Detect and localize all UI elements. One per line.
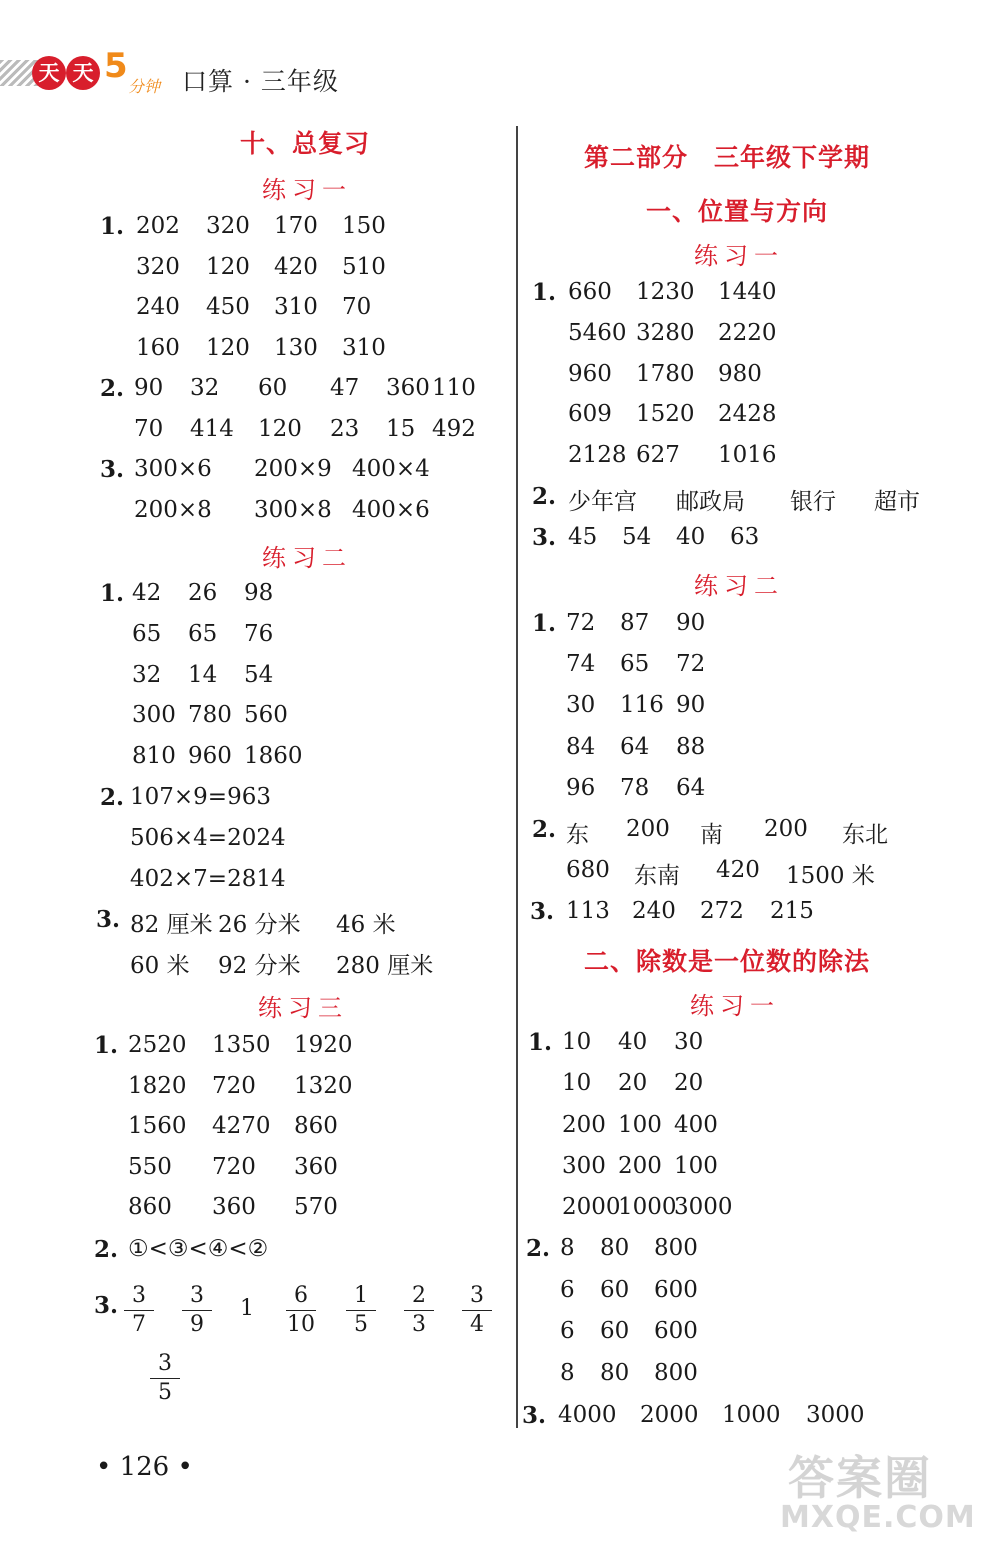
answer-cell: 492 [432,415,476,442]
answer-cell: 1000 [722,1402,781,1428]
answer-cell: 46 米 [336,912,396,938]
answer-cell: 45 [568,524,598,550]
fraction [346,1282,376,1339]
answer-cell: 510 [342,253,386,280]
right-ex1-q1-num: 1. [532,279,557,306]
answer-cell: 107×9=963 [130,784,271,810]
answer-cell: 960 [188,743,232,770]
answer-cell: 310 [274,294,318,320]
answer-cell: 960 [568,360,612,387]
book-header [0,46,400,100]
right-ex1-label: 练习一 [694,242,784,270]
fraction-numerator: 1 [346,1282,376,1311]
answer-cell: 116 [620,692,664,719]
answer-cell: 200 [618,1152,662,1179]
watermark-url: MXQE.COM [780,1500,976,1535]
answer-cell: 1016 [718,442,777,469]
right-ex1-q3-num: 3. [532,524,557,551]
answer-cell: 450 [206,294,250,320]
answer-cell: 2000 [562,1194,621,1221]
answer-cell: 130 [274,334,318,361]
left-ex3-label: 练习三 [258,994,348,1022]
answer-cell: 120 [206,334,250,361]
fraction-denominator: 10 [287,1312,315,1337]
answer-cell: 600 [654,1318,698,1344]
logo-badge-2: 天 [66,56,100,90]
answer-cell: 414 [190,415,234,442]
answer-cell: 5460 [568,319,627,346]
right-ex1-q2-num: 2. [532,483,557,510]
answer-cell: 609 [568,401,612,428]
right-part-title: 第二部分 三年级下学期 [584,143,871,172]
answer-cell: 506×4=2024 [130,824,286,851]
answer-cell: 320 [206,213,250,239]
answer-cell: 810 [132,743,176,770]
answer-cell: 72 [566,610,596,636]
answer-cell: 92 分米 [218,952,301,979]
answer-cell: 202 [136,213,180,239]
left-ex2-label: 练习二 [262,544,352,572]
answer-cell: 90 [134,375,164,401]
answer-cell: 64 [620,733,650,760]
fraction [462,1282,492,1339]
answer-cell: 2428 [718,401,777,428]
answer-cell: 627 [636,442,680,469]
answer-cell: 40 [676,524,706,550]
answer-cell: 100 [618,1111,662,1138]
right-ex3-q3-num: 3. [522,1402,547,1429]
answer-cell: 100 [674,1152,718,1179]
answer-cell: 420 [274,253,318,280]
answer-cell: 40 [618,1029,648,1055]
answer-cell: 东 [566,822,589,848]
answer-cell: 280 厘米 [336,952,434,979]
right-ex3-q1-num: 1. [528,1029,553,1056]
left-ex2-q3-num: 3. [96,906,121,933]
answer-cell: 2000 [640,1402,699,1428]
answer-cell: 银行 [790,489,836,515]
answer-cell: 87 [620,610,650,636]
answer-cell: 1500 米 [786,863,875,889]
answer-cell: 20 [618,1070,648,1097]
answer-cell: 400 [674,1111,718,1138]
answer-cell: 42 [132,580,162,606]
answer-cell: 8 [560,1359,575,1386]
answer-cell: 26 [188,580,218,606]
answer-cell: 80 [600,1359,630,1386]
answer-cell: 1000 [618,1194,677,1221]
answer-cell: 360 [294,1153,338,1180]
answer-cell: 720 [212,1072,256,1099]
answer-cell: 200×8 [134,496,212,523]
answer-cell: 402×7=2814 [130,865,286,892]
answer-cell: 240 [136,294,180,320]
left-ex3-q1-num: 1. [94,1032,119,1059]
answer-cell: 3000 [674,1194,733,1221]
answer-cell: 90 [676,692,706,719]
answer-cell: 4270 [212,1113,271,1140]
answer-cell: 240 [632,898,676,924]
answer-cell: 60 [600,1318,630,1344]
logo-fenzhong: 分钟 [128,77,161,96]
right-ex2-q1-num: 1. [532,610,557,637]
answer-cell: 3000 [806,1402,865,1428]
answer-cell: 70 [134,415,164,442]
answer-cell: 200×9 [254,456,332,482]
answer-cell: 980 [718,360,762,387]
answer-cell: 550 [128,1153,172,1180]
answer-cell: 26 分米 [218,912,301,938]
answer-cell: 20 [674,1070,704,1097]
left-ex1-label: 练习一 [262,176,352,204]
answer-cell: 720 [212,1153,256,1180]
answer-cell: 东北 [842,822,888,848]
answer-cell: 72 [676,651,706,678]
answer-cell: 南 [700,822,723,848]
answer-cell: 32 [190,375,220,401]
answer-cell: 70 [342,294,372,320]
fraction-denominator: 5 [158,1380,172,1405]
answer-cell: 360 [386,375,430,401]
answer-cell: 1350 [212,1032,271,1058]
right-section1-title: 一、位置与方向 [646,197,829,226]
answer-cell: 超市 [874,489,920,515]
answer-cell: 360 [212,1194,256,1221]
answer-cell: 400×4 [352,456,430,482]
answer-cell: 82 厘米 [130,912,213,938]
answer-cell: 邮政局 [676,489,745,515]
logo-five: 5 [104,46,128,86]
answer-cell: 1920 [294,1032,353,1058]
fraction-numerator: 3 [462,1282,492,1311]
answer-cell: 170 [274,213,318,239]
answer-cell: 23 [330,415,360,442]
answer-cell: 860 [128,1194,172,1221]
answer-cell: 4000 [558,1402,617,1428]
answer-cell: 570 [294,1194,338,1221]
answer-cell: 少年宫 [568,489,637,515]
header-title: 口算 · 三年级 [182,67,339,96]
fraction [182,1282,212,1339]
answer-cell: 150 [342,213,386,239]
answer-cell: 600 [654,1276,698,1303]
answer-cell: 200 [764,816,808,842]
right-section2-title: 二、除数是一位数的除法 [584,947,871,976]
answer-cell: 780 [188,702,232,729]
fraction-numerator: 2 [404,1282,434,1311]
column-divider [516,126,518,1428]
answer-cell: 800 [654,1235,698,1261]
answer-cell: 1320 [294,1072,353,1099]
answer-cell: 6 [560,1318,575,1344]
answer-cell: 300 [132,702,176,729]
watermark-text: 答案圈 [788,1451,932,1505]
answer-cell: 1230 [636,279,695,305]
fraction-denominator: 7 [132,1312,146,1337]
answer-cell: 110 [432,375,476,401]
right-ex3-q2-num: 2. [526,1235,551,1262]
whole-number: 1 [240,1296,254,1321]
answer-cell: 10 [562,1029,592,1055]
answer-cell: 88 [676,733,706,760]
answer-cell: 200 [626,816,670,842]
answer-cell: 320 [136,253,180,280]
answer-cell: 560 [244,702,288,729]
left-ex3-q2-num: 2. [94,1236,119,1263]
answer-cell: 420 [716,857,760,883]
answer-cell: 54 [622,524,652,550]
answer-cell: 14 [188,661,218,688]
answer-cell: 215 [770,898,814,924]
answer-cell: 60 米 [130,952,190,979]
fraction [150,1350,180,1407]
right-ex3-label: 练习一 [690,992,780,1020]
right-ex2-label: 练习二 [694,572,784,600]
answer-cell: 160 [136,334,180,361]
answer-cell: 2520 [128,1032,187,1058]
fraction [404,1282,434,1339]
answer-cell: 1820 [128,1072,187,1099]
answer-cell: 1860 [244,743,303,770]
answer-cell: 120 [206,253,250,280]
fraction-numerator: 3 [124,1282,154,1311]
fraction-denominator: 5 [354,1312,368,1337]
left-section-title: 十、总复习 [240,129,371,158]
left-ex1-q2-num: 2. [100,375,125,402]
answer-cell: 1560 [128,1113,187,1140]
answer-cell: 60 [258,375,288,401]
answer-cell: 65 [132,620,162,647]
answer-cell: 96 [566,774,596,801]
left-ex2-q1-num: 1. [100,580,125,607]
right-ex2-q2-num: 2. [532,816,557,843]
answer-cell: 660 [568,279,612,305]
answer-cell: 76 [244,620,274,647]
answer-cell: 1780 [636,360,695,387]
fraction-denominator: 9 [190,1312,204,1337]
answer-cell: 1520 [636,401,695,428]
answer-cell: 15 [386,415,416,442]
answer-cell: 200 [562,1111,606,1138]
page-number: • 126 • [96,1452,193,1482]
answer-cell: 113 [566,898,610,924]
left-ex3-q2-text: ①<③<④<② [128,1236,269,1262]
answer-cell: 78 [620,774,650,801]
fraction-denominator: 3 [412,1312,426,1337]
answer-cell: 32 [132,661,162,688]
fraction [286,1282,316,1339]
left-ex1-q3-num: 3. [100,456,125,483]
left-ex2-q2-num: 2. [100,784,125,811]
left-ex1-q1-num: 1. [100,213,125,240]
answer-cell: 90 [676,610,706,636]
fraction-denominator: 4 [470,1312,484,1337]
answer-cell: 300×8 [254,496,332,523]
answer-cell: 10 [562,1070,592,1097]
answer-cell: 300×6 [134,456,212,482]
fraction-numerator: 3 [182,1282,212,1311]
answer-cell: 30 [674,1029,704,1055]
answer-cell: 400×6 [352,496,430,523]
answer-cell: 300 [562,1152,606,1179]
answer-cell: 6 [560,1276,575,1303]
answer-cell: 65 [620,651,650,678]
answer-cell: 30 [566,692,596,719]
answer-cell: 120 [258,415,302,442]
answer-cell: 680 [566,857,610,883]
answer-cell: 2220 [718,319,777,346]
answer-cell: 54 [244,661,274,688]
answer-cell: 63 [730,524,760,550]
answer-cell: 84 [566,733,596,760]
answer-cell: 98 [244,580,274,606]
answer-cell: 60 [600,1276,630,1303]
answer-cell: 74 [566,651,596,678]
left-ex3-q3-num: 3. [94,1292,119,1319]
answer-cell: 东南 [634,863,680,889]
fraction-numerator: 3 [150,1350,180,1379]
fraction [124,1282,154,1339]
answer-cell: 310 [342,334,386,361]
answer-cell: 1440 [718,279,777,305]
answer-cell: 64 [676,774,706,801]
logo-badge-1: 天 [32,56,66,90]
watermark [780,1440,990,1540]
answer-cell: 8 [560,1235,575,1261]
answer-cell: 2128 [568,442,627,469]
answer-cell: 272 [700,898,744,924]
answer-cell: 800 [654,1359,698,1386]
answer-cell: 3280 [636,319,695,346]
answer-cell: 47 [330,375,360,401]
answer-cell: 65 [188,620,218,647]
answer-cell: 860 [294,1113,338,1140]
fraction-numerator: 6 [286,1282,316,1311]
answer-cell: 80 [600,1235,630,1261]
right-ex2-q3-num: 3. [530,898,555,925]
